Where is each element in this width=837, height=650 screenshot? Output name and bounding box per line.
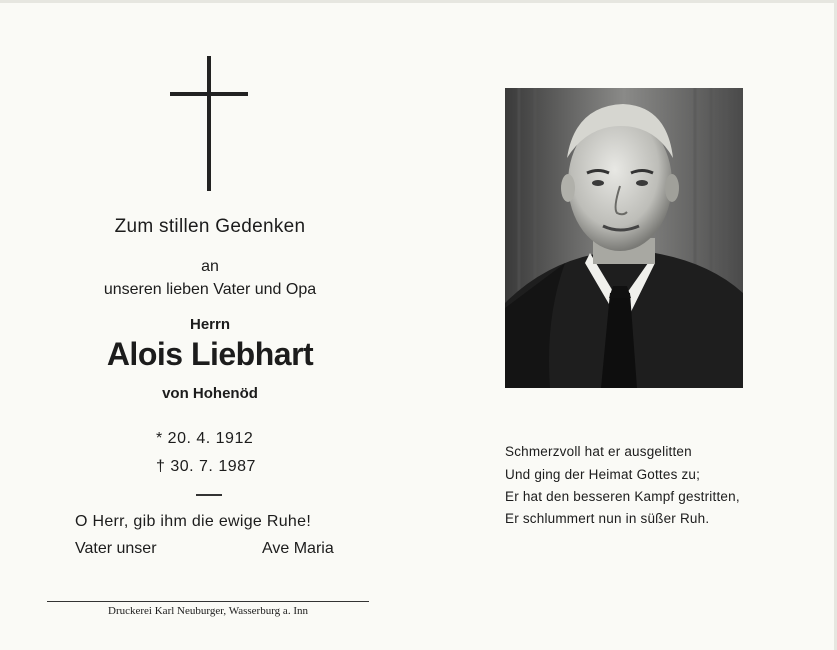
cross-horizontal [170, 92, 248, 96]
poem-line-1: Schmerzvoll hat er ausgelitten [505, 444, 692, 459]
prayer-vater-unser: Vater unser [75, 540, 157, 557]
poem-line-2: Und ging der Heimat Gottes zu; [505, 467, 701, 482]
memorial-title: Herrn [189, 316, 230, 333]
death-date: † 30. 7. 1987 [156, 458, 256, 475]
memorial-relation: unseren lieben Vater und Opa [103, 281, 317, 298]
printer-credit: Druckerei Karl Neuburger, Wasserburg a. Inn [108, 605, 308, 617]
card-edge-top [0, 0, 837, 3]
portrait-illustration [505, 88, 743, 388]
poem-line-4: Er schlummert nun in süßer Ruh. [505, 511, 710, 526]
deceased-name: Alois Liebhart [106, 336, 314, 372]
birth-date: * 20. 4. 1912 [156, 430, 254, 447]
memorial-an: an [201, 258, 219, 275]
prayer-line: O Herr, gib ihm die ewige Ruhe! [75, 513, 312, 530]
cross-icon [170, 56, 248, 191]
memorial-heading: Zum stillen Gedenken [114, 216, 306, 237]
portrait-photo [505, 88, 743, 388]
deceased-origin: von Hohenöd [162, 385, 258, 402]
prayer-ave-maria: Ave Maria [262, 540, 334, 557]
poem-line-3: Er hat den besseren Kampf gestritten, [505, 489, 740, 504]
divider-dash [196, 494, 222, 496]
printer-rule [47, 601, 369, 602]
cross-vertical [207, 56, 211, 191]
